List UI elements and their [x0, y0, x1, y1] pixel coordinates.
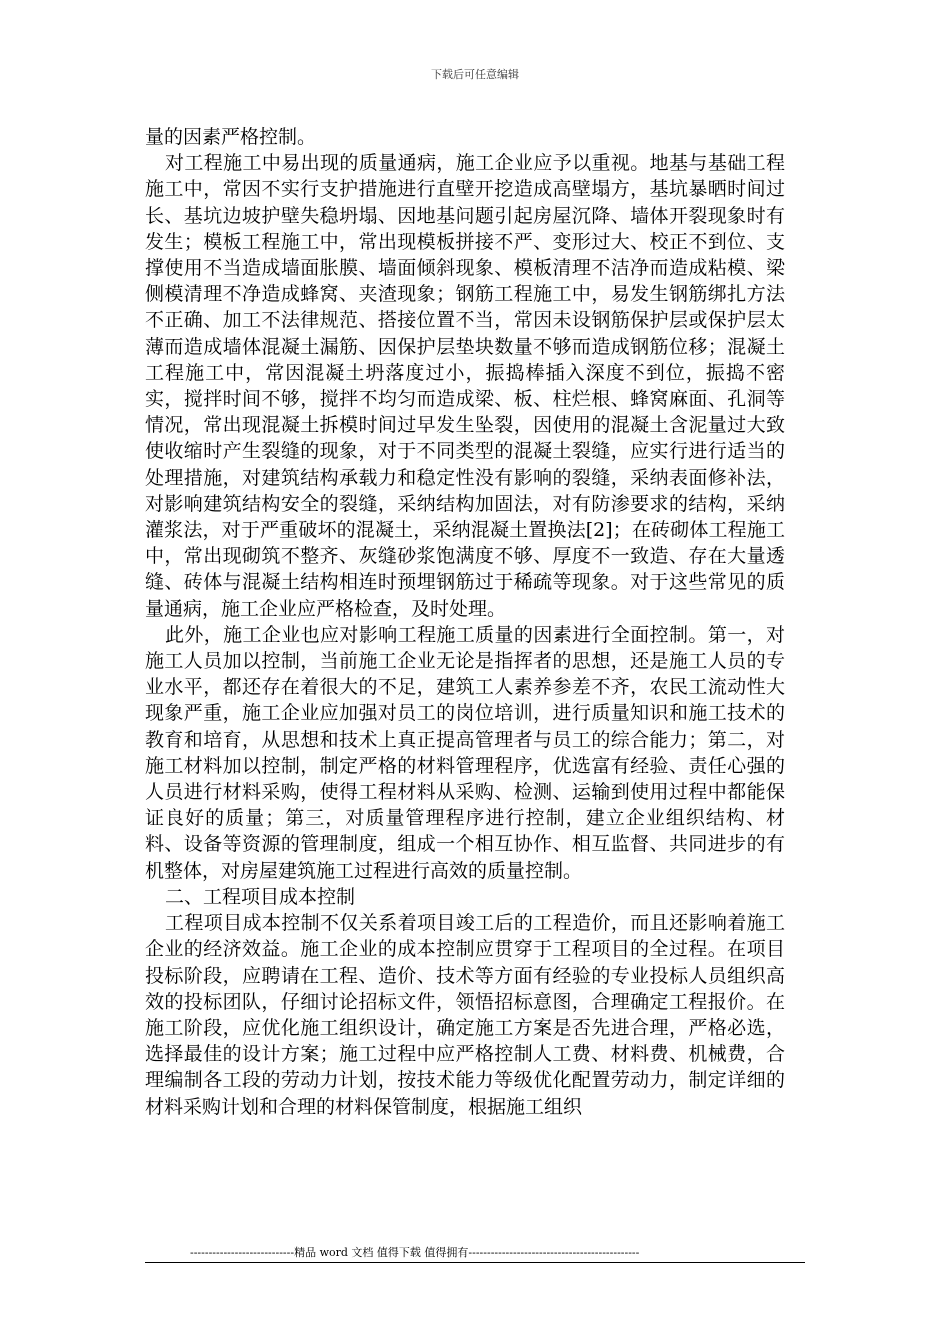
- paragraph-cost-control: 工程项目成本控制不仅关系着项目竣工后的工程造价，而且还影响着施工企业的经济效益。施工企业的成本控制应贯穿于工程项目的全过程。在项目投标阶段，应聘请在工程、造价、技术等方面有经验的专业投标人员组织高效的投标团队，仔细讨论招标文件，领悟招标意图，合理确定工程报价。在施工阶段，应优化施工组织设计，确定施工方案是否先进合理，严格必选，选择最佳的设计方案；施工过程中应严格控制人工费、材料费、机械费，合理编制各工段的劳动力计划，按技术能力等级优化配置劳动力，制定详细的材料采购计划和合理的材料保管制度，根据施工组织: [145, 912, 785, 1118]
- paragraph-quality-factors: 此外，施工企业也应对影响工程施工质量的因素进行全面控制。第一，对施工人员加以控制，当前施工企业无论是指挥者的思想，还是施工人员的专业水平，都还存在着很大的不足，建筑工人素养参差不齐，农民工流动性大现象严重，施工企业应加强对员工的岗位培训，进行质量知识和施工技术的教育和培育，从思想和技术上真正提高管理者与员工的综合能力；第二，对施工材料加以控制，制定严格的材料管理程序，优选富有经验、责任心强的人员进行材料采购，使得工程材料从采购、检测、运输到使用过程中都能保证良好的质量；第三，对质量管理程序进行控制，建立企业组织结构、材料、设备等资源的管理制度，组成一个相互协作、相互监督、共同进步的有机整体，对房屋建筑施工过程进行高效的质量控制。: [145, 623, 785, 882]
- paragraph-continuation: 量的因素严格控制。: [145, 126, 317, 148]
- document-body: [145, 124, 785, 1120]
- paragraph-quality-defects: 对工程施工中易出现的质量通病，施工企业应予以重视。地基与基础工程施工中，常因不实行支护措施进行直壁开挖造成高壁塌方，基坑暴晒时间过长、基坑边坡护壁失稳坍塌、因地基问题引起房屋沉降、墙体开裂现象时有发生；模板工程施工中，常出现模板拼接不严、变形过大、校正不到位、支撑使用不当造成墙面胀膜、墙面倾斜现象、模板清理不洁净而造成粘模、梁侧模清理不净造成蜂窝、夹渣现象；钢筋工程施工中，易发生钢筋绑扎方法不正确、加工不法律规范、搭接位置不当，常因未设钢筋保护层或保护层太薄而造成墙体混凝土漏筋、因保护层垫块数量不够而造成钢筋位移；混凝土工程施工中，常因混凝土坍落度过小，振捣棒插入深度不到位，振捣不密实，搅拌时间不够，搅拌不均匀而造成梁、板、柱烂根、蜂窝麻面、孔洞等情况，常出现混凝土拆模时间过早发生坠裂，因使用的混凝土含泥量过大致使收缩时产生裂缝的现象，对于不同类型的混凝土裂缝，应实行进行适当的处理措施，对建筑结构承载力和稳定性没有影响的裂缝，采纳表面修补法，对影响建筑结构安全的裂缝，采纳结构加固法，对有防渗要求的结构，采纳灌浆法，对于严重破坏的混凝土，采纳混凝土置换法[2]；在砖砌体工程施工中，常出现砌筑不整齐、灰缝砂浆饱满度不够、厚度不一致造、存在大量透缝、砖体与混凝土结构相连时预埋钢筋过于稀疏等现象。对于这些常见的质量通病，施工企业应严格检查，及时处理。: [145, 152, 785, 620]
- footer-divider: [145, 1262, 805, 1263]
- page-footer-text: ----------------------------精品 word 文档 值得下载 值得拥有----------------------------------------------: [190, 1246, 640, 1259]
- page-header-note: 下载后可任意编辑: [431, 68, 519, 81]
- section-heading-cost-control: 二、工程项目成本控制: [164, 885, 355, 908]
